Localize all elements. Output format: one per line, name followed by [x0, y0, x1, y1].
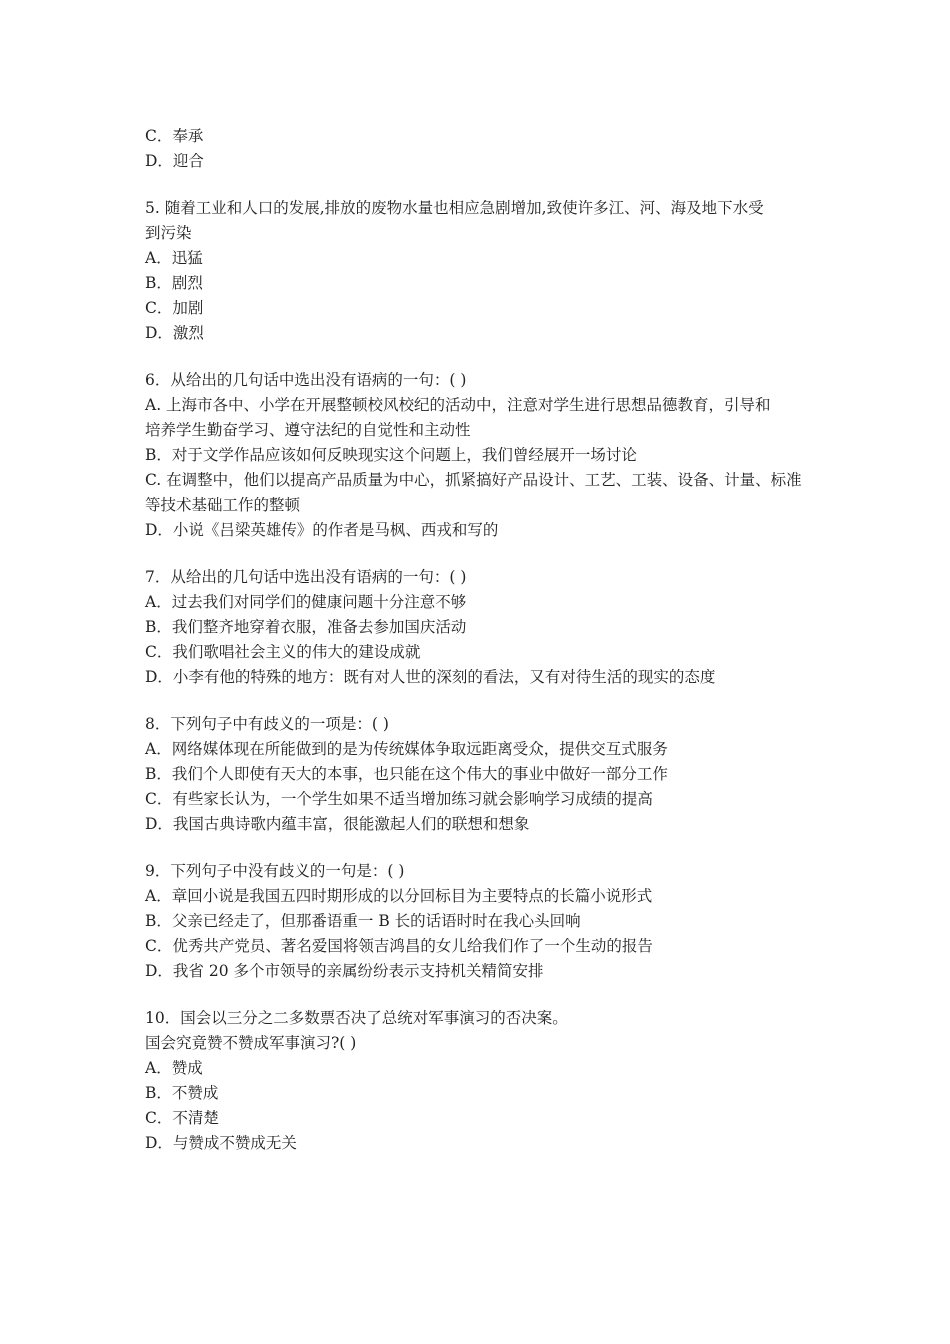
question-stem: 9．下列句子中没有歧义的一句是：( ) — [145, 862, 405, 880]
option-a: A. 上海市各中、小学在开展整顿校风校纪的活动中，注意对学生进行思想品德教育，引导和 — [145, 396, 771, 414]
question-stem: 5. 随着工业和人口的发展,排放的废物水量也相应急剧增加,致使许多江、河、海及地下水受 — [145, 199, 764, 217]
option-a-continued: 培养学生勤奋学习、遵守法纪的自觉性和主动性 — [145, 421, 471, 439]
option-d: D．我省 20 多个市领导的亲属纷纷表示支持机关精简安排 — [145, 962, 544, 980]
option-b: B．剧烈 — [145, 274, 203, 292]
question-8 — [145, 712, 825, 837]
option-d: D．与赞成不赞成无关 — [145, 1134, 297, 1152]
option-c-continued: 等技术基础工作的整顿 — [145, 496, 301, 514]
option-d: D．激烈 — [145, 324, 204, 342]
question-6 — [145, 368, 825, 543]
option-c: C．有些家长认为，一个学生如果不适当增加练习就会影响学习成绩的提高 — [145, 790, 653, 808]
option-a: A．网络媒体现在所能做到的是为传统媒体争取远距离受众，提供交互式服务 — [145, 740, 668, 758]
question-10 — [145, 1006, 825, 1156]
question-stem: 6．从给出的几句话中选出没有语病的一句：( ) — [145, 371, 467, 389]
question-4-tail — [145, 124, 825, 174]
option-a: A．过去我们对同学们的健康问题十分注意不够 — [145, 593, 467, 611]
option-b: B．我们整齐地穿着衣服，准备去参加国庆活动 — [145, 618, 467, 636]
question-9 — [145, 859, 825, 984]
option-a: A．迅猛 — [145, 249, 203, 267]
option-c: C．我们歌唱社会主义的伟大的建设成就 — [145, 643, 421, 661]
option-c: C．奉承 — [145, 127, 204, 145]
option-b: B．我们个人即使有天大的本事，也只能在这个伟大的事业中做好一部分工作 — [145, 765, 668, 783]
option-d: D．迎合 — [145, 152, 204, 170]
question-5 — [145, 196, 825, 346]
option-a: A．赞成 — [145, 1059, 203, 1077]
question-stem: 7．从给出的几句话中选出没有语病的一句：( ) — [145, 568, 467, 586]
question-stem: 10．国会以三分之二多数票否决了总统对军事演习的否决案。 — [145, 1009, 568, 1027]
option-b: B．对于文学作品应该如何反映现实这个问题上，我们曾经展开一场讨论 — [145, 446, 637, 464]
document-content — [145, 124, 825, 1156]
option-d: D．小李有他的特殊的地方：既有对人世的深刻的看法，又有对待生活的现实的态度 — [145, 668, 716, 686]
option-c: C．加剧 — [145, 299, 204, 317]
question-stem: 8．下列句子中有歧义的一项是：( ) — [145, 715, 389, 733]
option-c: C．不清楚 — [145, 1109, 219, 1127]
question-stem-continued: 国会究竟赞不赞成军事演习?( ) — [145, 1034, 357, 1052]
question-stem-continued: 到污染 — [145, 224, 192, 242]
option-a: A．章回小说是我国五四时期形成的以分回标目为主要特点的长篇小说形式 — [145, 887, 653, 905]
question-7 — [145, 565, 825, 690]
option-c: C. 在调整中，他们以提高产品质量为中心，抓紧搞好产品设计、工艺、工装、设备、计量、标准 — [145, 471, 802, 489]
option-b: B．父亲已经走了，但那番语重一 B 长的话语时时在我心头回响 — [145, 912, 581, 930]
option-d: D．小说《吕梁英雄传》的作者是马枫、西戎和写的 — [145, 521, 499, 539]
option-b: B．不赞成 — [145, 1084, 219, 1102]
option-c: C．优秀共产党员、著名爱国将领吉鸿昌的女儿给我们作了一个生动的报告 — [145, 937, 653, 955]
option-d: D．我国古典诗歌内蕴丰富，很能激起人们的联想和想象 — [145, 815, 530, 833]
